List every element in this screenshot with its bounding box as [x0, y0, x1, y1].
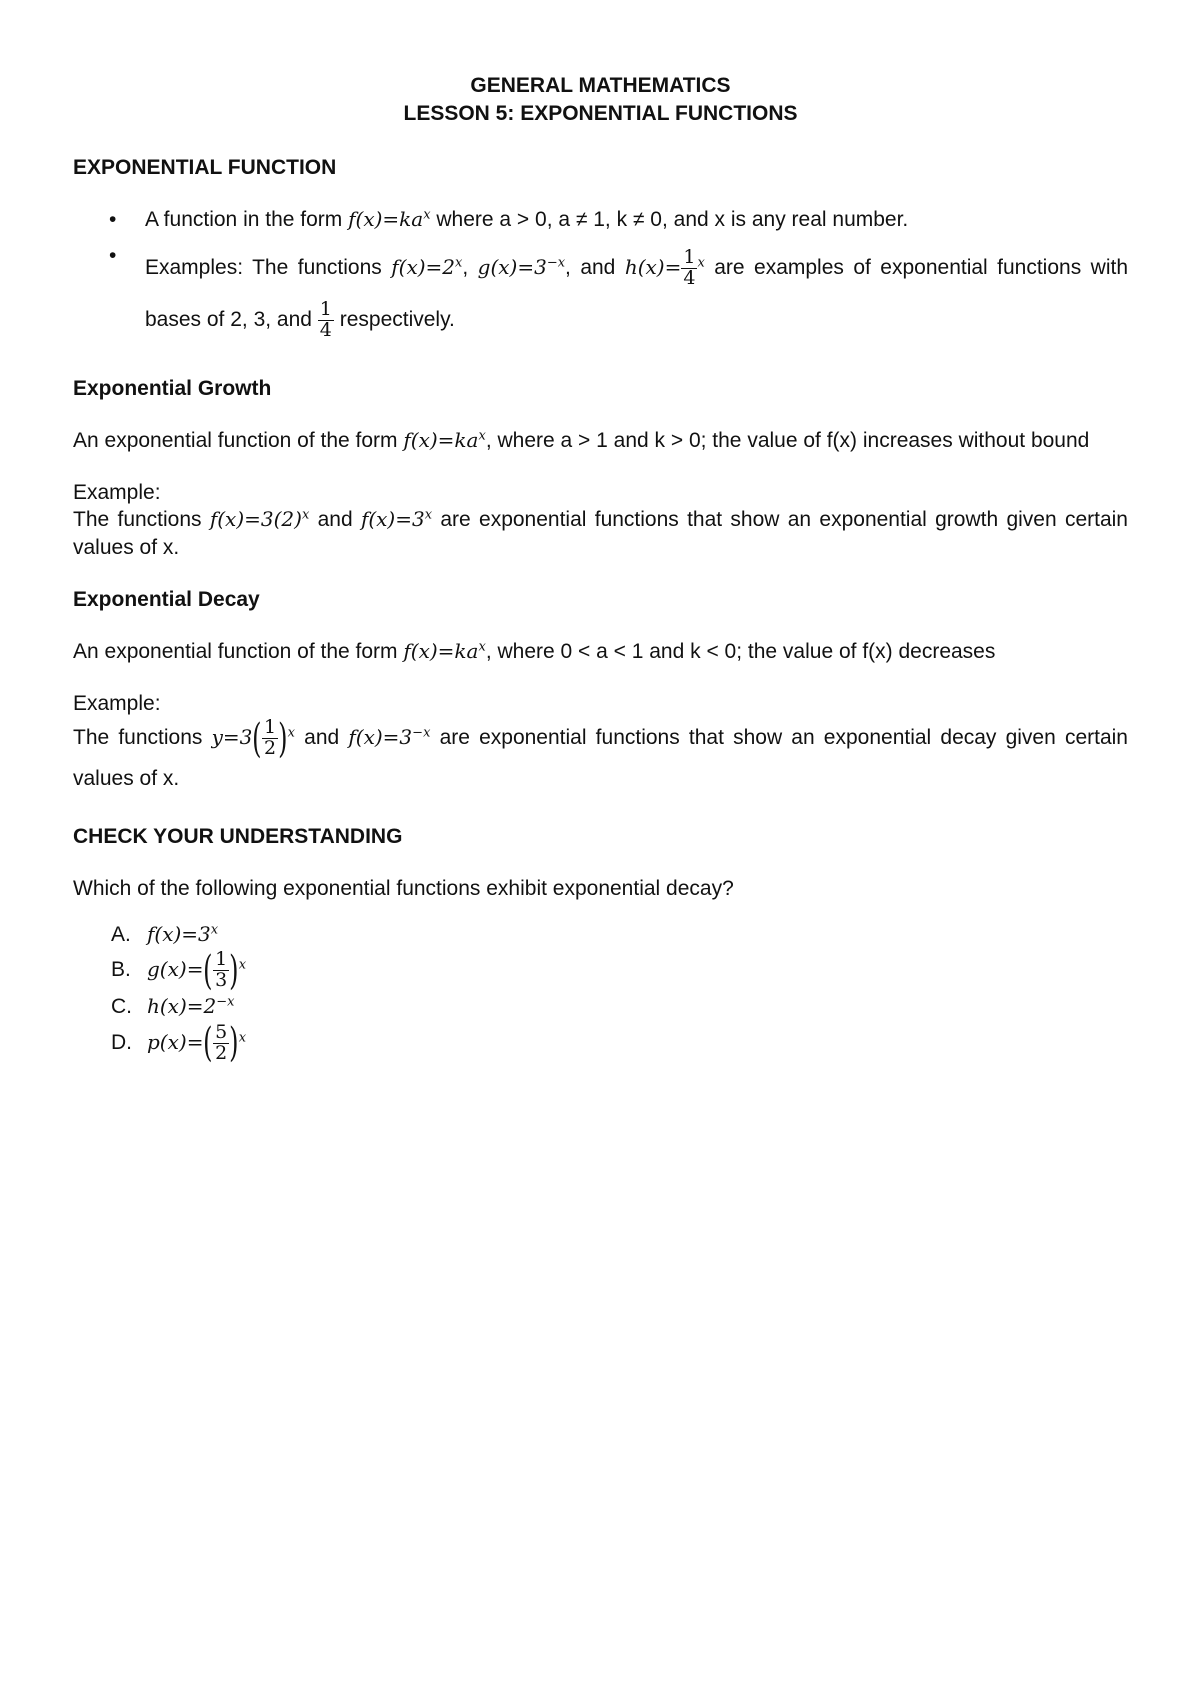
formula: $f(x)=3(2)^x$	[209, 507, 310, 532]
formula: $f(x)=ka^x$	[348, 206, 431, 231]
decay-example: The functions y=3( $\frac{1}{2}$ )$^x$ and $f(x)=3^{-x}$ are exponential functions that show an exponential decay given certain values of x.	[73, 715, 1128, 790]
decay-example-label: Example:	[73, 692, 161, 716]
growth-example-label: Example:	[73, 480, 161, 504]
course-title: GENERAL MATHEMATICS	[470, 74, 731, 97]
fraction: $\frac{1}{4}$	[319, 298, 332, 342]
section-title-exponential-growth: Exponential Growth	[73, 376, 272, 400]
lesson-title: LESSON 5: EXPONENTIAL FUNCTIONS	[403, 101, 798, 125]
formula: h(x)= $\frac{1}{4}$ $^x$	[624, 245, 705, 289]
list-item: • Examples: The functions $f(x)=2^x$, $g(x)=3^{-x}$, and h(x)= $\frac{1}{4}$ $^x$ are examples of exponential functions with bases of 2, 3, and $\frac{1}{4}$ respectively.	[109, 243, 1128, 342]
choice-c: C. $h(x)=2^{-x}$	[111, 994, 235, 1019]
formula: $f(x)=3^x$	[360, 507, 433, 532]
choice-b: B. g(x)=( $\frac{1}{3}$ )$^x$	[111, 947, 247, 994]
bullet-icon: •	[109, 207, 117, 231]
formula: $g(x)=3^{-x}$	[477, 254, 566, 279]
section-title-check-understanding: CHECK YOUR UNDERSTANDING	[73, 824, 403, 848]
check-question: Which of the following exponential functions exhibit exponential decay?	[73, 876, 734, 900]
section-title-exponential-function: EXPONENTIAL FUNCTION	[73, 155, 337, 179]
formula: $f(x)=3^{-x}$	[348, 725, 431, 750]
section-title-exponential-decay: Exponential Decay	[73, 588, 260, 612]
growth-definition: An exponential function of the form $f(x)=ka^x$, where a > 1 and k > 0; the value of f(x) increases without bound	[73, 427, 1090, 452]
choice-d: D. p(x)=( $\frac{5}{2}$ )$^x$	[111, 1020, 247, 1067]
choice-a: A. $f(x)=3^x$	[111, 921, 219, 946]
formula: $f(x)=ka^x$	[403, 639, 486, 664]
definition-list	[73, 206, 1128, 347]
formula: y=3( $\frac{1}{2}$ )$^x$	[211, 715, 296, 762]
list-item: • A function in the form $f(x)=ka^x$ where a > 0, a ≠ 1, k ≠ 0, and x is any real number.	[73, 206, 1128, 234]
growth-example: The functions $f(x)=3(2)^x$ and $f(x)=3^x$ are exponential functions that show an exponential growth given certain values of x.	[73, 507, 1128, 560]
document-header	[73, 72, 1128, 128]
decay-definition: An exponential function of the form $f(x)=ka^x$, where 0 < a < 1 and k < 0; the value of f(x) decreases	[73, 639, 996, 664]
answer-choices	[73, 919, 1128, 1067]
formula: $f(x)=ka^x$	[403, 427, 486, 452]
formula: $f(x)=2^x$	[391, 254, 463, 279]
bullet-icon: •	[109, 243, 117, 267]
